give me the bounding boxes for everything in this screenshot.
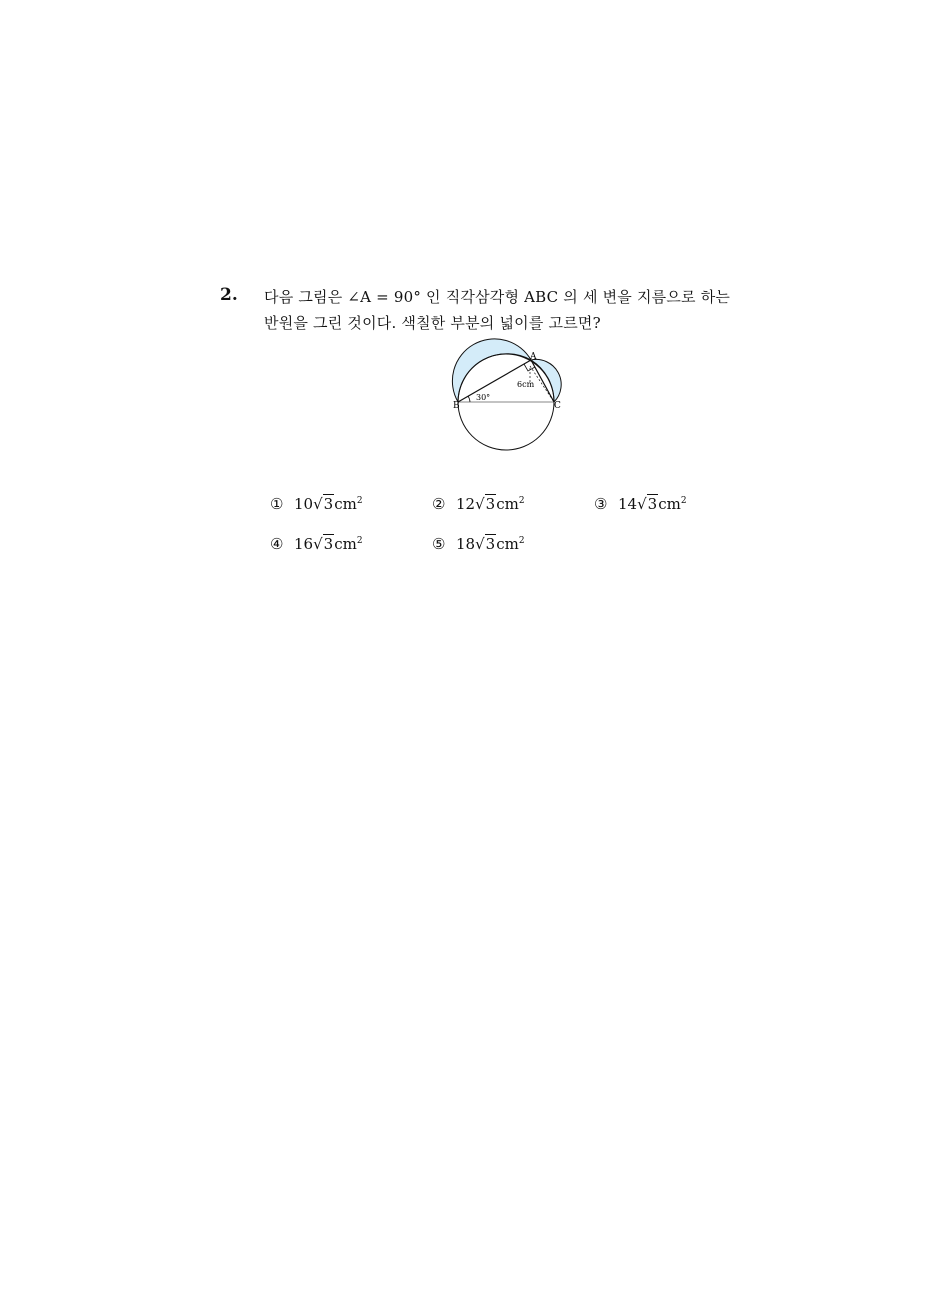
sqrt-symbol: √: [313, 535, 323, 553]
label-c: C: [554, 401, 561, 411]
choice-1-coef: 10: [294, 495, 314, 513]
choice-5-number: ⑤: [432, 535, 446, 553]
choice-3-exp: 2: [680, 496, 687, 506]
question-text-line-2: 반원을 그린 것이다. 색칠한 부분의 넓이를 고르면?: [264, 314, 601, 332]
shaded-lune-ac: [531, 359, 561, 402]
sqrt-symbol: √: [313, 495, 323, 513]
angle-arc-b: [468, 396, 470, 402]
choice-1-unit: cm: [334, 495, 357, 513]
sqrt-symbol: √: [637, 495, 647, 513]
problem-number: 2.: [220, 285, 238, 305]
choice-1-exp: 2: [356, 496, 363, 506]
question-text-line-1: 다음 그림은 ∠A = 90° 인 직각삼각형 ABC 의 세 변을 지름으로 하는: [264, 288, 731, 306]
choice-2-coef: 12: [456, 495, 476, 513]
label-b: B: [453, 401, 460, 411]
choice-3-number: ③: [594, 495, 608, 513]
choice-5-exp: 2: [518, 536, 525, 546]
shaded-lune-ab: [452, 339, 531, 402]
choice-4-radicand: 3: [323, 535, 334, 553]
length-label: 6cm: [517, 380, 535, 389]
sqrt-symbol: √: [475, 535, 485, 553]
choice-3-radicand: 3: [647, 495, 658, 513]
choice-1-radicand: 3: [323, 495, 334, 513]
choice-4-exp: 2: [356, 536, 363, 546]
choice-3-unit: cm: [658, 495, 681, 513]
choice-2-exp: 2: [518, 496, 525, 506]
choice-2-radicand: 3: [485, 495, 496, 513]
sqrt-symbol: √: [475, 495, 485, 513]
choice-5[interactable]: [432, 535, 525, 553]
choice-2[interactable]: [432, 495, 525, 513]
choice-4-number: ④: [270, 535, 284, 553]
choice-5-radicand: 3: [485, 535, 496, 553]
angle-label: 30°: [476, 393, 491, 402]
choice-1-number: ①: [270, 495, 284, 513]
choice-4[interactable]: [270, 535, 363, 553]
choice-5-coef: 18: [456, 535, 476, 553]
geometry-figure: [440, 338, 580, 458]
choice-3[interactable]: [594, 495, 687, 513]
choice-3-coef: 14: [618, 495, 638, 513]
choice-2-unit: cm: [496, 495, 519, 513]
choice-5-unit: cm: [496, 535, 519, 553]
choice-4-coef: 16: [294, 535, 314, 553]
choice-1[interactable]: [270, 495, 363, 513]
choice-4-unit: cm: [334, 535, 357, 553]
choice-2-number: ②: [432, 495, 446, 513]
label-a: A: [530, 352, 537, 362]
